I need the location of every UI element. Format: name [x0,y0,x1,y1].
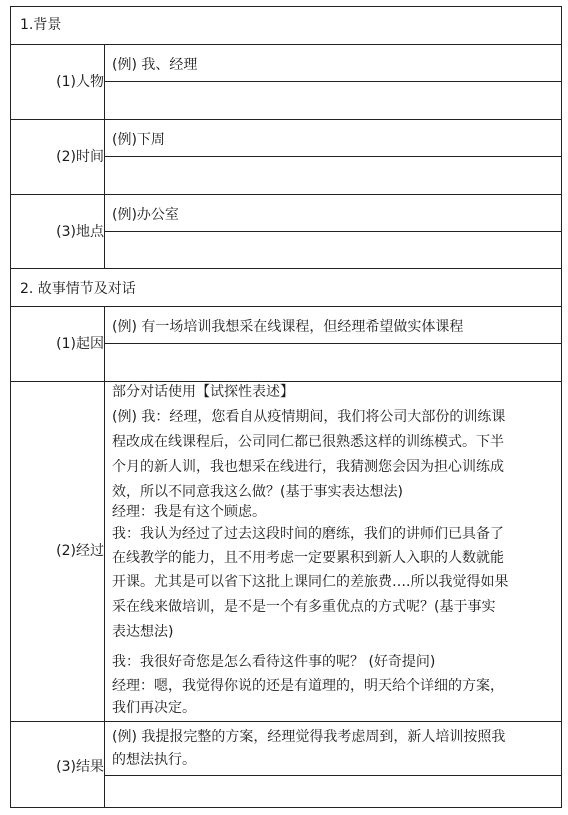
dialogue-line: 程改成在线课程后，公司同仁都已很熟悉这样的训练模式。下半 [112,434,504,450]
subrow-divider [104,156,562,157]
dialogue-line: 在线教学的能力，且不用考虑一定要累积到新人入职的人数就能 [112,550,504,566]
result-line: 的想法执行。 [112,752,196,768]
subrow-divider [104,343,562,344]
section-title: 2. 故事情节及对话 [20,281,136,297]
table-border-bottom [10,807,562,808]
row-divider [10,119,562,120]
row-label-process: (2)经过 [56,543,104,559]
dialogue-line: 表达想法) [112,624,174,640]
dialogue-line: 采在线来做培训，是不是一个有多重优点的方式呢？(基于事实 [112,599,496,615]
row-divider [10,44,562,45]
result-line: (例) 我提报完整的方案，经理觉得我考虑周到，新人培训按照我 [112,729,506,745]
row-label-cause: (1)起因 [56,336,104,352]
dialogue-line: 部分对话使用【试探性表述】 [112,384,294,400]
row-label-person: (1)人物 [56,74,104,90]
row-text-time: (例)下周 [112,132,165,148]
row-divider [10,194,562,195]
row-label-result: (3)结果 [56,759,104,775]
subrow-divider [104,775,562,776]
table-border-top [10,6,562,7]
dialogue-line: (例) 我：经理，您看自从疫情期间，我们将公司大部份的训练课 [112,409,506,425]
dialogue-line: 开课。尤其是可以省下这批上课同仁的差旅费….所以我觉得如果 [112,574,509,590]
dialogue-line: 经理：我是有这个顾虑。 [112,504,266,520]
dialogue-line: 个月的新人训，我也想采在线进行，我猜测您会因为担心训练成 [112,459,504,475]
table-border-left [10,6,11,808]
row-label-time: (2)时间 [56,149,104,165]
row-label-place: (3)地点 [56,224,104,240]
row-divider [10,306,562,307]
row-text-cause: (例) 有一场培训我想采在线课程，但经理希望做实体课程 [112,319,464,335]
row-divider [10,268,562,269]
row-text-place: (例)办公室 [112,207,179,223]
dialogue-line: 效，所以不同意我这么做？(基于事实表达想法) [112,484,403,500]
dialogue-line: 我们再决定。 [112,700,196,716]
subrow-divider [104,81,562,82]
row-divider [10,721,562,722]
dialogue-line: 我：我认为经过了过去这段时间的磨练，我们的讲师们已具备了 [112,526,504,542]
table-border-right [561,6,562,808]
subrow-divider [104,231,562,232]
row-text-person: (例) 我、经理 [112,57,198,73]
section-title: 1.背景 [20,17,62,33]
document-table [10,6,562,808]
dialogue-line: 我：我很好奇您是怎么看待这件事的呢？ (好奇提问) [112,654,436,670]
dialogue-line: 经理：嗯，我觉得你说的还是有道理的，明天给个详细的方案， [112,678,504,694]
